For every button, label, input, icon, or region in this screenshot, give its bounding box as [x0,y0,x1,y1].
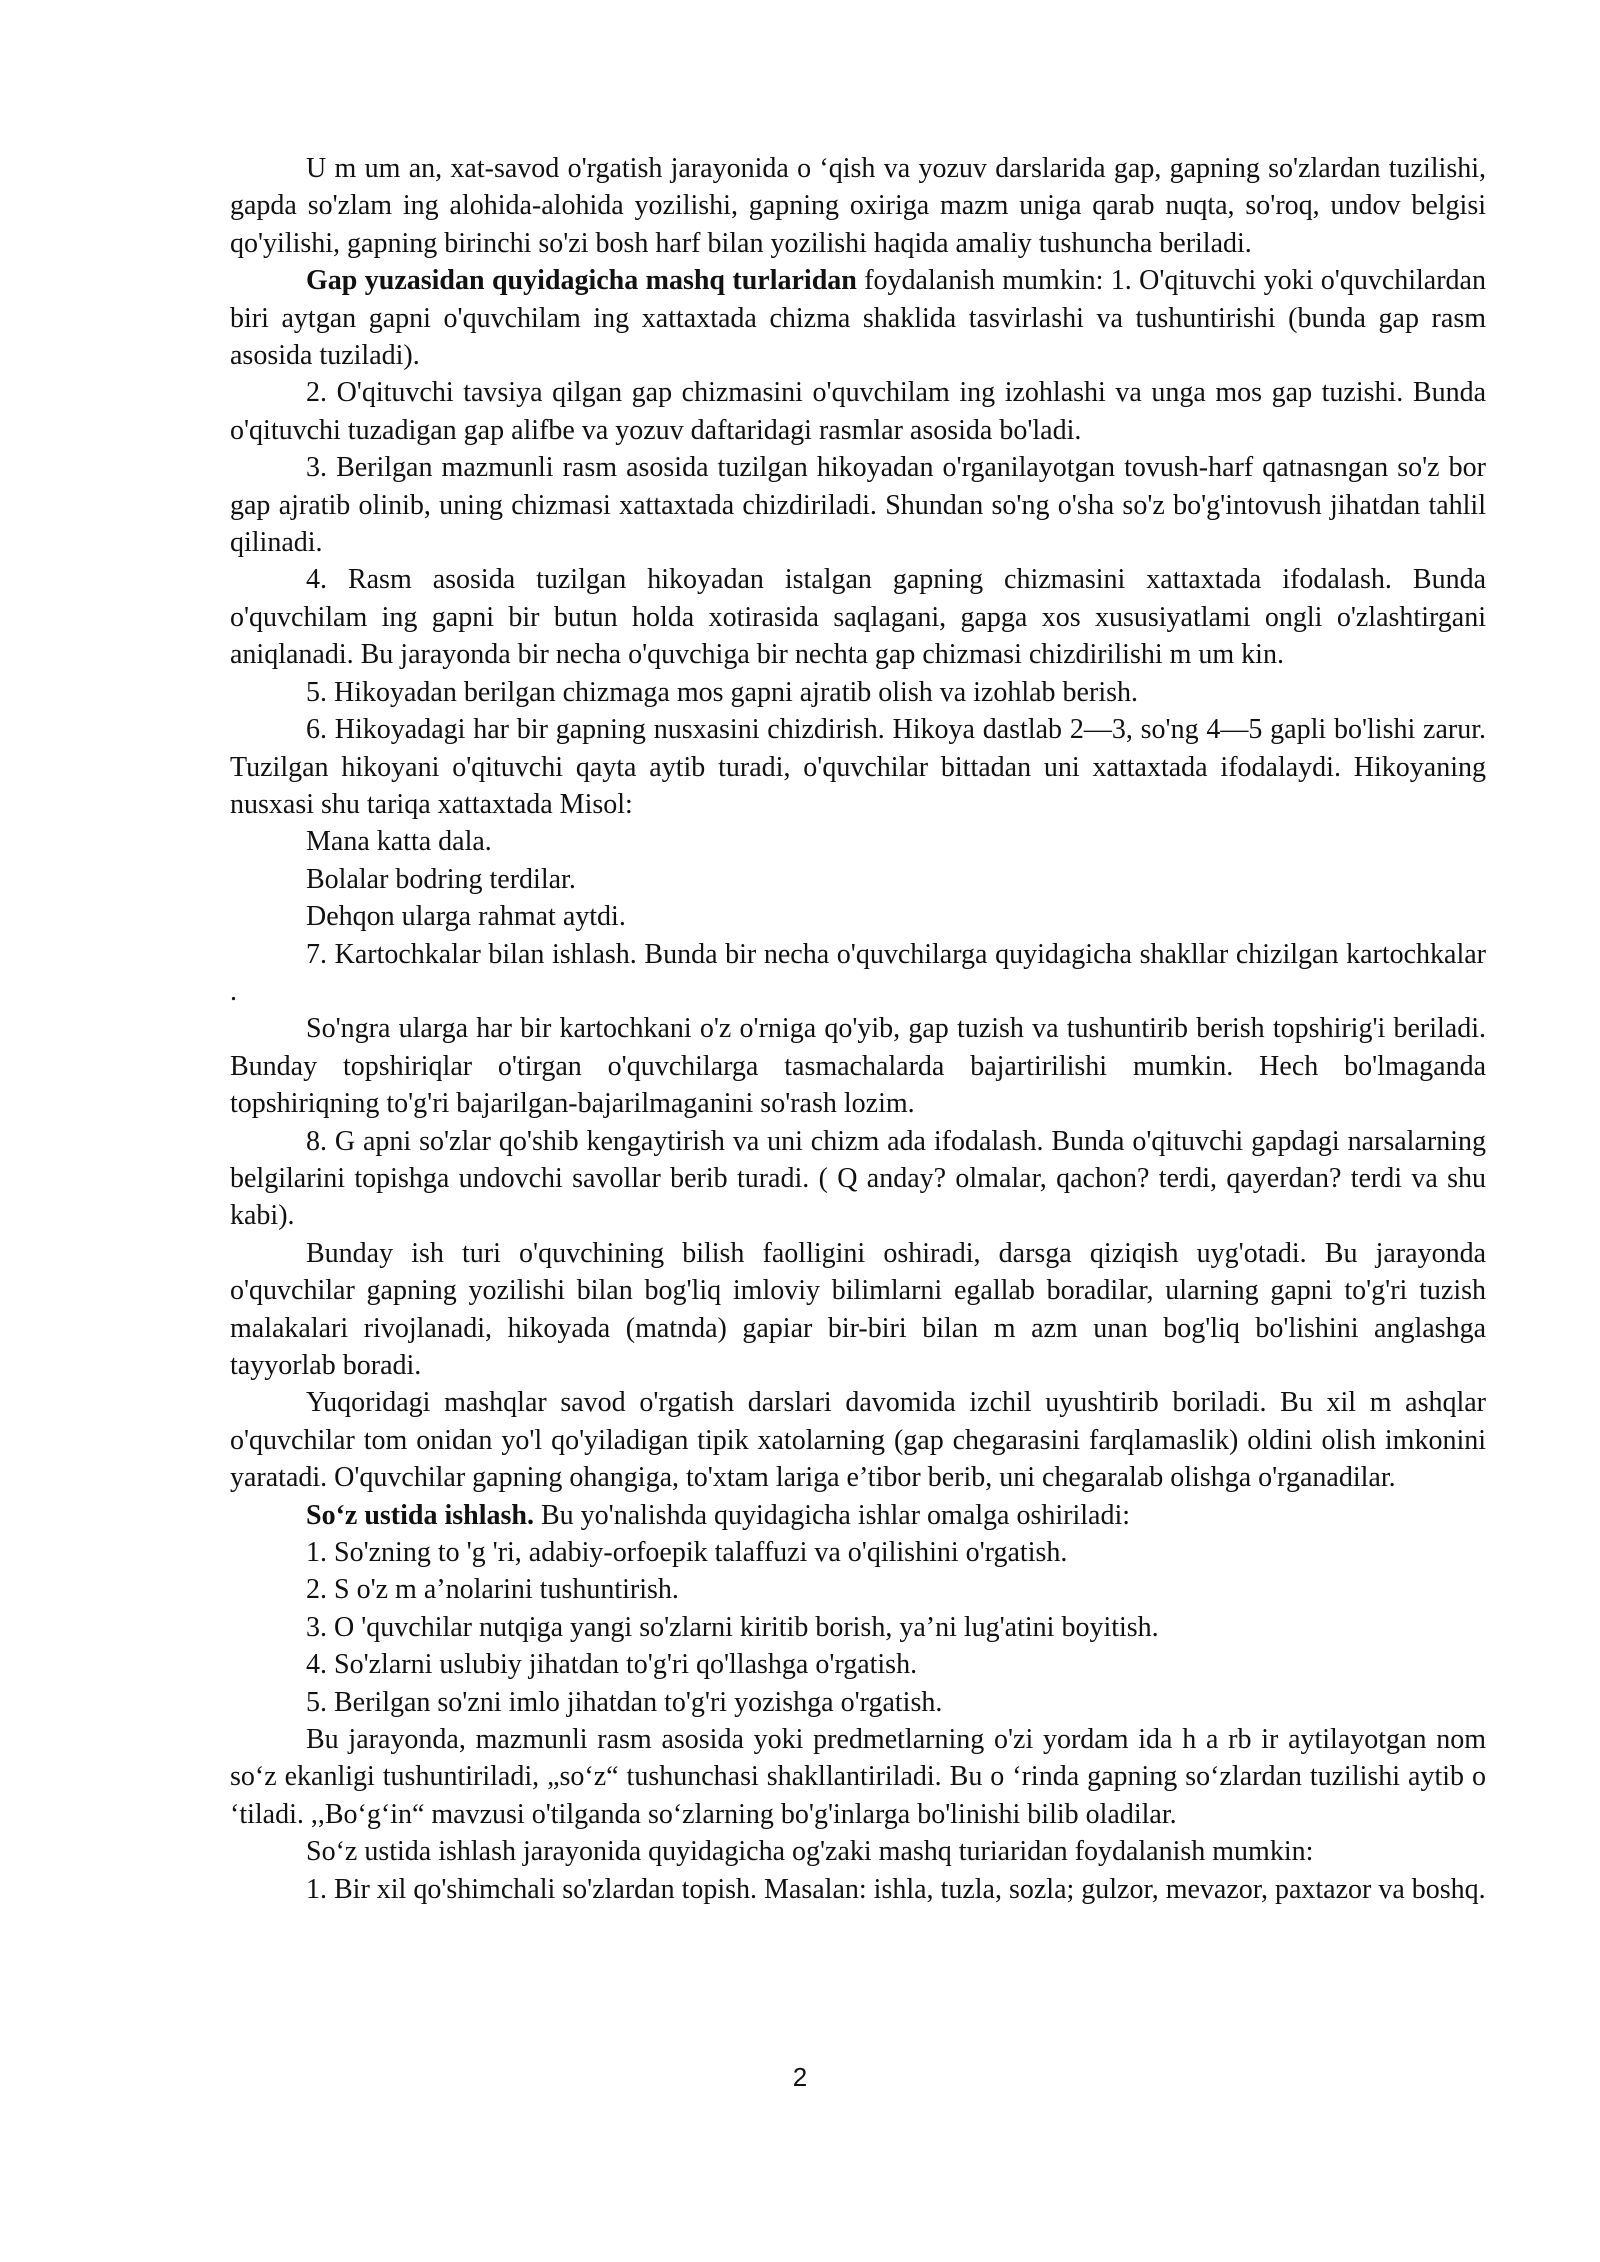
paragraph: 2. O'qituvchi tavsiya qilgan gap chizmasini o'quvchilam ing izohlashi va unga mos gap tuzishi. Bunda o'qituvchi tuzadigan gap alifbe va yozuv daftaridagi rasmlar asosida bo'ladi. [230,377,1486,446]
paragraph: Yuqoridagi mashqlar savod o'rgatish darslari davomida izchil uyushtirib boriladi. Bu xil m ashqlar o'quvchilar tom onidan yo'l qo'yiladigan tipik xatolarning (gap chegarasini farqlamaslik) oldini olish imkonini yaratadi. O'quvchilar gapning ohangiga, to'xtam lariga e’tibor berib, uni chegaralab olishga o'rganadilar. [230,1387,1486,1494]
paragraph: 1. Bir xil qo'shimchali so'zlardan topish. Masalan: ishla, tuzla, sozla; gulzor, mevazor, paxtazor va boshq. [306,1873,1486,1905]
paragraph: 6. Hikoyadagi har bir gapning nusxasini chizdirish. Hikoya dastlab 2—3, so'ng 4—5 gapli bo'lishi zarur. Tuzilgan hikoyani o'qituvchi qayta aytib turadi, o'quvchilar bittadan uni xattaxtada ifodalaydi. Hikoyaning nusxasi shu tariqa xattaxtada Misol: [230,714,1486,820]
example-line: Bolalar bodring terdilar. [306,863,576,895]
document-page [230,150,1486,1908]
page-number: 2 [792,2062,808,2092]
paragraph [230,1497,1486,1534]
example-line: Dehqon ularga rahmat aytdi. [306,901,626,933]
paragraph: 4. Rasm asosida tuzilgan hikoyadan istalgan gapning chizmasini xattaxtada ifodalash. Bunda o'quvchilam ing gapni bir butun holda xotirasida saqlagani, gapga xos xususiyatlami ongli o'zlashtirgani aniqlanadi. Bu jarayonda bir necha o'quvchiga bir nechta gap chizmasi chizdirilishi m um kin. [230,564,1486,671]
paragraph-text: Bu yo'nalishda quyidagicha ishlar omalga oshiriladi: [533,1499,1131,1531]
paragraph: U m um an, xat-savod o'rgatish jarayonida o ‘qish va yozuv darslarida gap, gapning so'zlardan tuzilishi, gapda so'zlam ing alohida-alohida yozilishi, gapning oxiriga mazm uniga qarab nuqta, so'roq, undov belgisi qo'yilishi, gapning birinchi so'zi bosh harf bilan yozilishi haqida amaliy tushuncha beriladi. [230,153,1486,259]
paragraph [230,262,1486,374]
list-item: 2. S o'z m a’nolarini tushuntirish. [306,1574,679,1606]
list-item: 4. So'zlarni uslubiy jihatdan to'g'ri qo'llashga o'rgatish. [306,1649,918,1681]
list-item: 5. Berilgan so'zni imlo jihatdan to'g'ri yozishga o'rgatish. [306,1686,943,1718]
example-line: Mana katta dala. [306,826,492,858]
paragraph-text: foydalanish mumkin: 1. O'qituvchi yoki o'quvchilardan biri aytgan gapni o'quvchilam ing xattaxtada chizma shaklida tasvirlashi va tushuntirishi (bunda gap rasm asosida tuziladi). [230,265,1486,372]
paragraph: 7. Kartochkalar bilan ishlash. Bunda bir necha o'quvchilarga quyidagicha shakllar chizilgan kartochkalar . [230,938,1486,1007]
paragraph: 8. G apni so'zlar qo'shib kengaytirish va uni chizm ada ifodalash. Bunda o'qituvchi gapdagi narsalarning belgilarini topishga undovchi savollar berib turadi. ( Q anday? olmalar, qachon? terdi, qayerdan? terdi va shu kabi). [230,1125,1486,1232]
paragraph: 5. Hikoyadan berilgan chizmaga mos gapni ajratib olish va izohlab berish. [306,676,1138,708]
paragraph: So'ngra ularga har bir kartochkani o'z o'rniga qo'yib, gap tuzish va tushuntirib berish topshirig'i beriladi. Bunday topshiriqlar o'tirgan o'quvchilarga tasmachalarda bajartirilishi mumkin. Hech bo'lmaganda topshiriqning to'g'ri bajarilgan-bajarilmaganini so'rash lozim. [230,1013,1486,1120]
paragraph: 3. Berilgan mazmunli rasm asosida tuzilgan hikoyadan o'rganilayotgan tovush-harf qatnasngan so'z bor gap ajratib olinib, uning chizmasi xattaxtada chizdiriladi. Shundan so'ng o'sha so'z bo'g'intovush jihatdan tahlil qilinadi. [230,452,1486,559]
bold-heading: So‘z ustida ishlash. [306,1499,534,1531]
paragraph: Bunday ish turi o'quvchining bilish faolligini oshiradi, darsga qiziqish uyg'otadi. Bu jarayonda o'quvchilar gapning yozilishi bilan bog'liq imloviy bilimlarni egallab boradilar, ularning gapni to'g'ri tuzish malakalari rivojlanadi, hikoyada (matnda) gapiar bir-biri bilan m azm unan bog'liq bo'lishini anglashga tayyorlab boradi. [230,1237,1486,1381]
list-item: 1. So'zning to 'g 'ri, adabiy-orfoepik talaffuzi va o'qilishini o'rgatish. [306,1537,1068,1569]
list-item: 3. O 'quvchilar nutqiga yangi so'zlarni kiritib borish, ya’ni lug'atini boyitish. [306,1611,1159,1643]
paragraph: Bu jarayonda, mazmunli rasm asosida yoki predmetlarning o'zi yordam ida h a rb ir aytilayotgan nom so‘z ekanligi tushuntiriladi, „so‘z“ tushunchasi shakllantiriladi. Bu o ‘rinda gapning so‘zlardan tuzilishi aytib o ‘tiladi. ,,Bo‘g‘in“ mavzusi o'tilganda so‘zlarning bo'g'inlarga bo'linishi bilib oladilar. [230,1724,1486,1830]
bold-heading: Gap yuzasidan quyidagicha mashq turlaridan [306,265,857,297]
paragraph: So‘z ustida ishlash jarayonida quyidagicha og'zaki mashq turiaridan foydalanish mumkin: [306,1836,1314,1868]
